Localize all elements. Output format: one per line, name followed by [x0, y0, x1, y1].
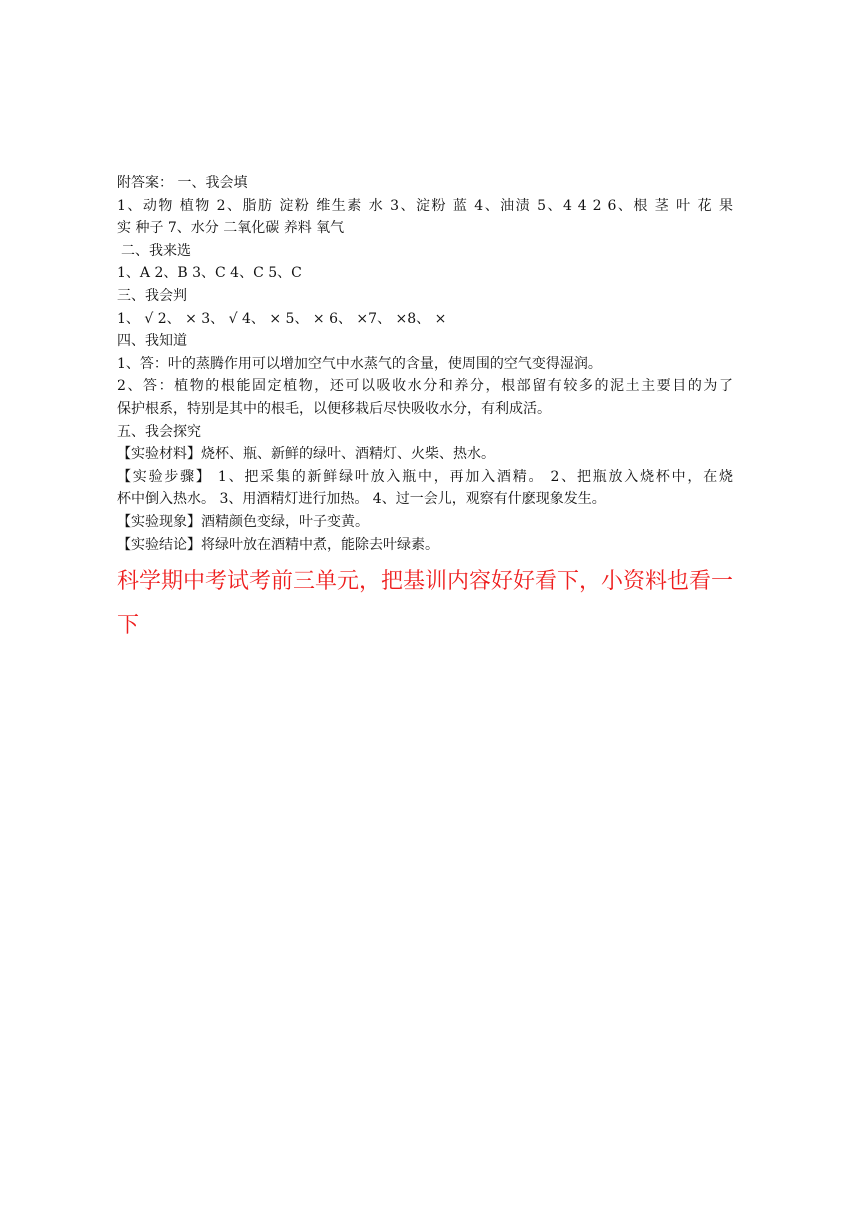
judge-answers: 1、 √ 2、 × 3、 √ 4、 × 5、 × 6、 ×7、 ×8、 × — [117, 310, 447, 327]
fill-answers-line-1: 1、动物 植物 2、脂肪 淀粉 维生素 水 3、淀粉 蓝 4、油渍 5、4 4 2 6、根 茎 叶 花 果 — [117, 197, 733, 214]
choose-section-title: 二、我来选 — [121, 242, 191, 259]
experiment-phenomenon: 【实验现象】酒精颜色变绿，叶子变黄。 — [117, 513, 369, 530]
choose-answers: 1、A 2、B 3、C 4、C 5、C — [117, 265, 302, 282]
know-answer-2-line-1: 2、答：植物的根能固定植物，还可以吸收水分和养分，根部留有较多的泥土主要目的为了 — [117, 378, 733, 395]
fill-answers-line-2: 实 种子 7、水分 二氧化碳 养料 氧气 — [117, 220, 345, 237]
experiment-materials: 【实验材料】烧杯、瓶、新鲜的绿叶、酒精灯、火柴、热水。 — [117, 446, 495, 463]
exam-notice: 科学期中考试考前三单元，把基训内容好好看下，小资料也看一下 — [117, 569, 734, 639]
judge-section-title: 三、我会判 — [117, 287, 187, 304]
experiment-steps-line-2: 杯中倒入热水。 3、用酒精灯进行加热。 4、过一会儿，观察有什麽现象发生。 — [117, 491, 606, 508]
experiment-conclusion: 【实验结论】将绿叶放在酒精中煮，能除去叶绿素。 — [117, 536, 439, 553]
know-section-title: 四、我知道 — [117, 333, 187, 350]
explore-section-title: 五、我会探究 — [117, 423, 201, 440]
answer-header: 附答案： 一、我会填 — [117, 175, 248, 191]
answer-section — [117, 172, 733, 648]
know-answer-2-line-2: 保护根系，特别是其中的根毛，以便移栽后尽快吸收水分，有利成活。 — [117, 400, 551, 417]
know-answer-1: 1、答：叶的蒸腾作用可以增加空气中水蒸气的含量，使周围的空气变得湿润。 — [117, 355, 602, 372]
experiment-steps-line-1: 【实验步骤】 1、把采集的新鲜绿叶放入瓶中，再加入酒精。 2、把瓶放入烧杯中，在烧 — [117, 468, 733, 485]
